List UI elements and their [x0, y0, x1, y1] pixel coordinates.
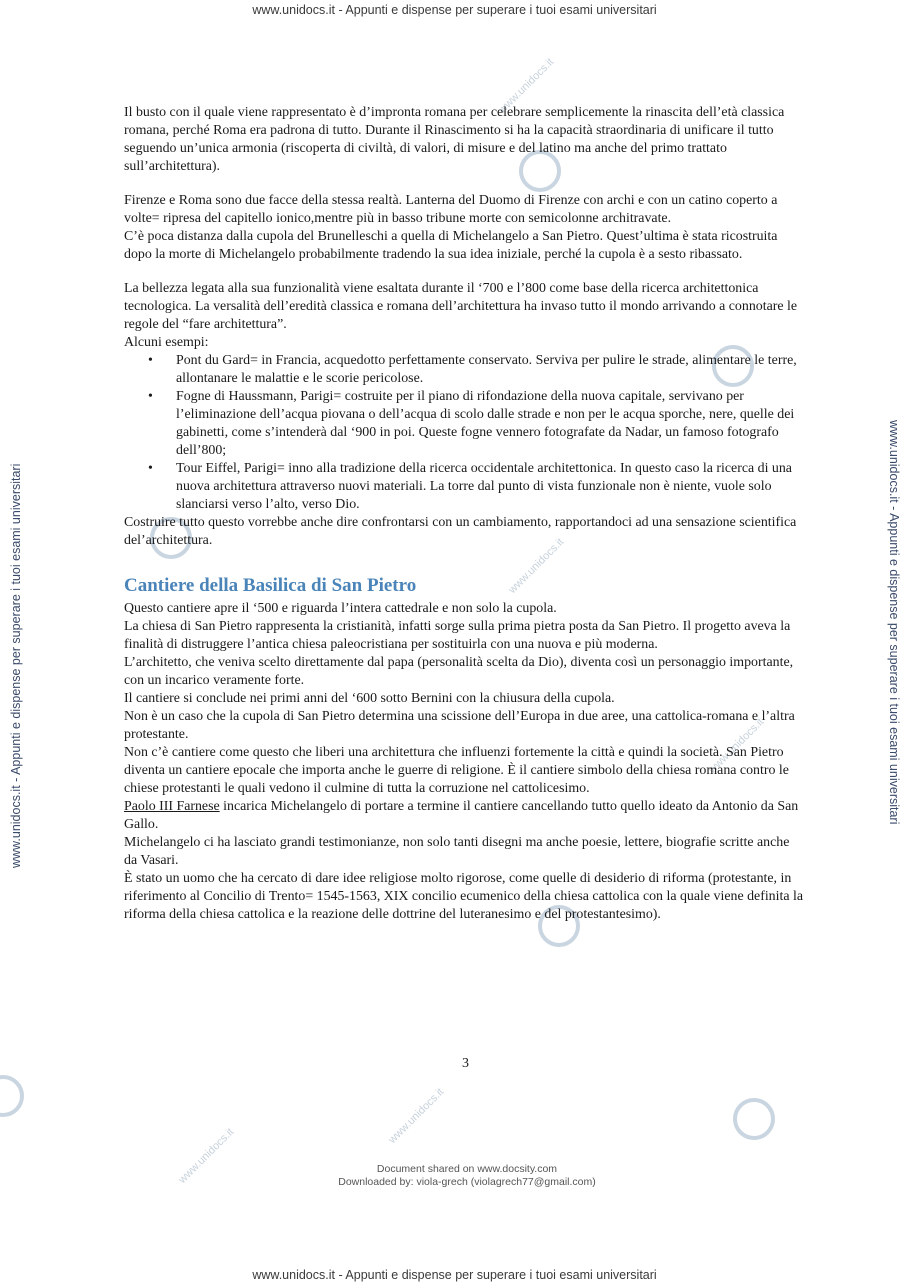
bottom-banner: www.unidocs.it - Appunti e dispense per superare i tuoi esami universitari: [252, 1268, 657, 1282]
watermark-text: www.unidocs.it: [176, 1126, 237, 1186]
document-body: [124, 104, 804, 924]
paragraph: Michelangelo ci ha lasciato grandi testimonianze, non solo tanti disegni ma anche poesie, lettere, biografie scritte anche da Vasari.: [124, 835, 790, 868]
watermark-text: www.unidocs.it: [386, 1086, 447, 1146]
right-side-banner: www.unidocs.it - Appunti e dispense per superare i tuoi esami universitari: [887, 420, 901, 825]
paragraph: Firenze e Roma sono due facce della stessa realtà. Lanterna del Duomo di Firenze con archi e con un catino coperto a volte= ripresa del capitello ionico,mentre più in basso tribune morte con semicolonne architravate.: [124, 193, 778, 226]
examples-list: [124, 352, 804, 514]
watermark-text: www.unidocs.it: [496, 56, 557, 116]
paragraph: Il cantiere si conclude nei primi anni del ‘600 sotto Bernini con la chiusura della cupola.: [124, 691, 615, 706]
paragraph: [124, 798, 804, 834]
watermark-text: www.unidocs.it: [706, 716, 767, 776]
top-banner: www.unidocs.it - Appunti e dispense per superare i tuoi esami universitari: [252, 3, 657, 17]
section-heading: Cantiere della Basilica di San Pietro: [124, 575, 417, 596]
bullet-icon: •: [148, 353, 153, 368]
list-item: • Pont du Gard= in Francia, acquedotto perfettamente conservato. Serviva per pulire le strade, alimentare le terre, allontanare le malattie e le scorie pericolose.: [148, 353, 797, 386]
paragraph: C’è poca distanza dalla cupola del Brunelleschi a quella di Michelangelo a San Pietro. Quest’ultima è stata ricostruita dopo la morte di Michelangelo probabilmente tradendo la sua idea iniziale, perché la cupola è a sesto ribassato.: [124, 229, 778, 262]
paragraph: La bellezza legata alla sua funzionalità viene esaltata durante il ‘700 e l’800 come base della ricerca architettonica tecnologica. La versalità dell’eredità classica e romana dell’architettura ha invaso tutto il mondo arrivando a connotare le regole del “fare architettura”.: [124, 281, 798, 332]
paragraph: Non è un caso che la cupola di San Pietro determina una scissione dell’Europa in due aree, una cattolica-romana e l’altra protestante.: [124, 709, 795, 742]
list-item: • Fogne di Haussmann, Parigi= costruite per il piano di rifondazione della nuova capitale, servivano per l’eliminazione dell’acqua piovana o dell’acqua di scolo dalle strade e non per le acqua sporche, nere, quelle dei gabinetti, come s’intenderà dal ‘900 in poi. Queste fogne vennero fotografate da Nadar, un famoso fotografo dell’800;: [148, 389, 795, 458]
farnese-name: Paolo III Farnese: [124, 799, 220, 814]
paragraph: Non c’è cantiere come questo che liberi una architettura che influenzi fortemente la città e quindi la società. San Pietro diventa un cantiere epocale che importa anche le guerre di religione. È il cantiere simbolo della chiesa romana contro le chiese protestanti le quali vedono il culmine di tutta la corruzione nel cattolicesimo.: [124, 745, 789, 796]
paragraph: Il busto con il quale viene rappresentato è d’impronta romana per celebrare semplicemente la rinascita dell’età classica romana, perché Roma era padrona di tutto. Durante il Rinascimento si ha la capacità straordinaria di unificare il tutto seguendo un’unica armonia (riscoperta di civiltà, di valori, di misure e del latino ma anche del primo trattato sull’architettura).: [124, 105, 785, 174]
paragraph: Questo cantiere apre il ‘500 e riguarda l’intera cattedrale e non solo la cupola.: [124, 601, 557, 616]
paragraph: È stato un uomo che ha cercato di dare idee religiose molto rigorose, come quelle di desiderio di riforma (protestante, in riferimento al Concilio di Trento= 1545-1563, XIX concilio ecumenico della chiesa cattolica con la quale viene definita la riforma della chiesa cattolica e la reazione delle dottrine del luteranesimo e del protestantesimo).: [124, 871, 803, 922]
list-item: • Tour Eiffel, Parigi= inno alla tradizione della ricerca occidentale architettonica. In questo caso la ricerca di una nuova architettura attraverso nuovi materiali. La torre dal punto di vista funzionale non è niente, vuole solo slanciarsi verso l’alto, verso Dio.: [148, 461, 792, 512]
bullet-icon: •: [148, 389, 153, 404]
farnese-text: incarica Michelangelo di portare a termine il cantiere cancellando tutto quello ideato da Antonio da San Gallo.: [124, 799, 799, 832]
paragraph: Alcuni esempi:: [124, 335, 209, 350]
paragraph: L’architetto, che veniva scelto direttamente dal papa (personalità scelta da Dio), diventa così un personaggio importante, con un incarico veramente forte.: [124, 655, 794, 688]
footer-line: Downloaded by: viola-grech (violagrech77@gmail.com): [338, 1176, 596, 1188]
paragraph: Costruire tutto questo vorrebbe anche dire confrontarsi con un cambiamento, rapportandoci ad una sensazione scientifica del’architettura.: [124, 515, 797, 548]
footer: [0, 1163, 909, 1189]
page-number: 3: [462, 1056, 469, 1071]
watermark-text: www.unidocs.it: [506, 536, 567, 596]
footer-line: Document shared on www.docsity.com: [376, 1163, 558, 1175]
watermark-logo-icon: [0, 1075, 24, 1117]
paragraph: La chiesa di San Pietro rappresenta la cristianità, infatti sorge sulla prima pietra posta da San Pietro. Il progetto aveva la finalità di distruggere l’antica chiesa paleocristiana per sostituirla con una nuova e più moderna.: [124, 619, 791, 652]
watermark-logo-icon: [733, 1098, 775, 1140]
bullet-icon: •: [148, 461, 153, 476]
left-side-banner: www.unidocs.it - Appunti e dispense per superare i tuoi esami universitari: [9, 463, 23, 868]
